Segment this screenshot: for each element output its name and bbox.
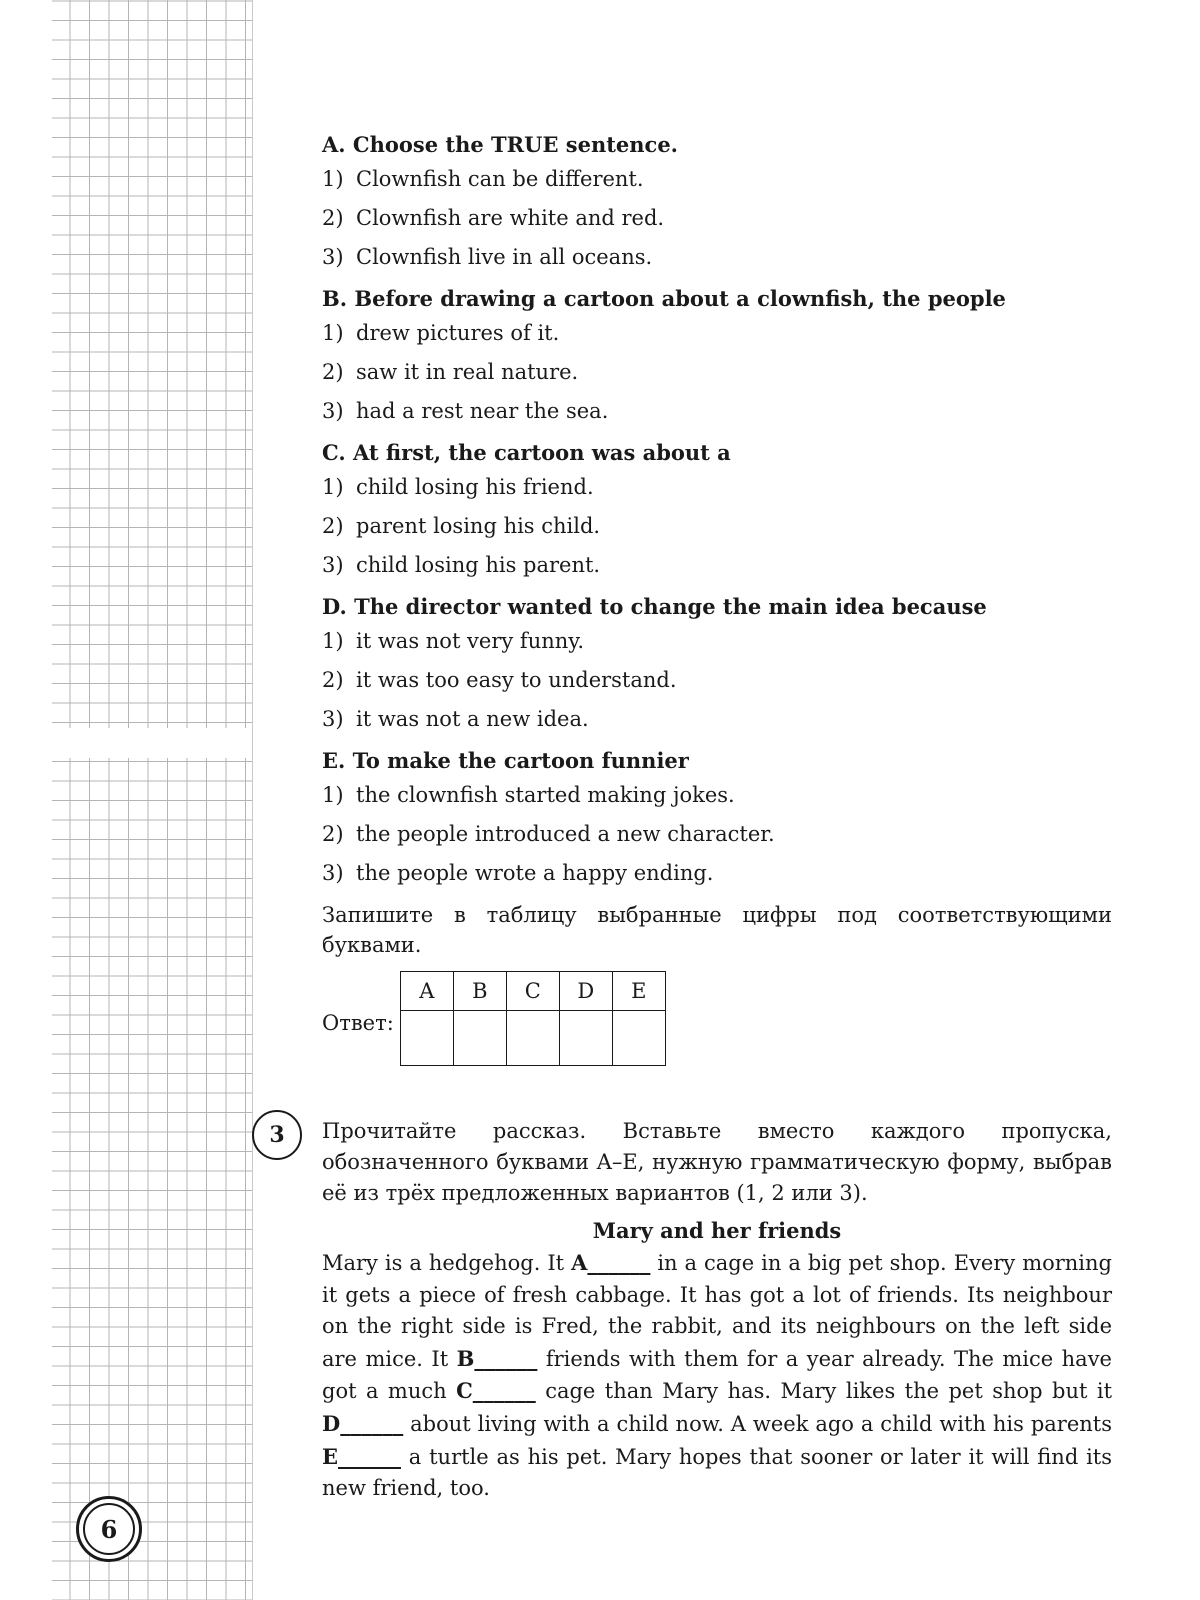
answer-cell-a[interactable] xyxy=(400,1011,453,1066)
gap-b: B______ xyxy=(456,1345,538,1371)
question-stem: C. At first, the cartoon was about a xyxy=(322,440,731,465)
story-title: Mary and her friends xyxy=(592,1218,842,1243)
answer-header: D xyxy=(559,972,612,1011)
story-text: Mary is a hedgehog. It A______ in a cage in a big pet shop. Every morning it gets a piece of fresh cabbage. It has got a lot of friends. Its neighbour on the right side is Fred, the rabbit, and its neighbours on the left side are mice. It B______ friends with them for a year already. The mice have got a much C______ cage than Mary has. Mary likes the pet shop but it D______ about living with a child now. A week ago a child with his parents E______ a turtle as his pet. Mary hopes that sooner or later it will find its new friend, too. xyxy=(322,1250,1113,1501)
answer-cell-d[interactable] xyxy=(559,1011,612,1066)
question-stem: A. Choose the TRUE sentence. xyxy=(322,132,678,157)
task-3 xyxy=(322,1116,1112,1505)
option: 3) the people wrote a happy ending. xyxy=(322,861,714,885)
question-b xyxy=(322,284,1112,426)
option: 3) Clownfish live in all oceans. xyxy=(322,245,653,269)
option: 1) the clownfish started making jokes. xyxy=(322,783,735,807)
gap-d: D______ xyxy=(322,1410,404,1436)
questions-section xyxy=(322,130,1112,1066)
answer-cell-e[interactable] xyxy=(612,1011,665,1066)
question-stem: D. The director wanted to change the main idea because xyxy=(322,594,987,619)
answer-label: Ответ: xyxy=(322,1011,394,1035)
option: 2) saw it in real nature. xyxy=(322,360,579,384)
page-number-badge xyxy=(76,1496,142,1562)
option: 1) it was not very funny. xyxy=(322,629,585,653)
answer-header: C xyxy=(506,972,559,1011)
option: 2) Clownfish are white and red. xyxy=(322,206,665,230)
gap-c: C______ xyxy=(456,1378,536,1404)
answer-header: B xyxy=(453,972,506,1011)
question-stem: B. Before drawing a cartoon about a clownfish, the people xyxy=(322,286,1006,311)
page-number: 6 xyxy=(83,1503,135,1555)
task-instruction: Прочитайте рассказ. Вставьте вместо каждого пропуска, обозначенного буквами A–E, нужную грамматическую форму, выбрав её из трёх предложенных вариантов (1, 2 или 3). xyxy=(322,1119,1112,1205)
answer-area xyxy=(322,968,1112,1066)
task-number-badge: 3 xyxy=(252,1110,302,1160)
answer-instruction: Запишите в таблицу выбранные цифры под соответствующими буквами. xyxy=(322,903,1112,957)
gap-e: E______ xyxy=(322,1443,402,1469)
option: 2) the people introduced a new character. xyxy=(322,822,775,846)
option: 1) child losing his friend. xyxy=(322,475,594,499)
option: 3) child losing his parent. xyxy=(322,553,601,577)
option: 1) Clownfish can be different. xyxy=(322,167,644,191)
answer-header: E xyxy=(612,972,665,1011)
page-margin xyxy=(0,0,52,1600)
gap-a: A______ xyxy=(571,1250,651,1275)
option: 1) drew pictures of it. xyxy=(322,321,560,345)
answer-cell-c[interactable] xyxy=(506,1011,559,1066)
answer-table xyxy=(400,971,666,1066)
question-a xyxy=(322,130,1112,272)
option: 3) it was not a new idea. xyxy=(322,707,589,731)
question-c xyxy=(322,438,1112,580)
question-d xyxy=(322,592,1112,734)
answer-header: A xyxy=(400,972,453,1011)
question-stem: E. To make the cartoon funnier xyxy=(322,748,689,773)
option: 2) it was too easy to understand. xyxy=(322,668,677,692)
question-e xyxy=(322,746,1112,888)
grid-gap xyxy=(0,728,252,758)
option: 3) had a rest near the sea. xyxy=(322,399,609,423)
option: 2) parent losing his child. xyxy=(322,514,601,538)
answer-cell-b[interactable] xyxy=(453,1011,506,1066)
